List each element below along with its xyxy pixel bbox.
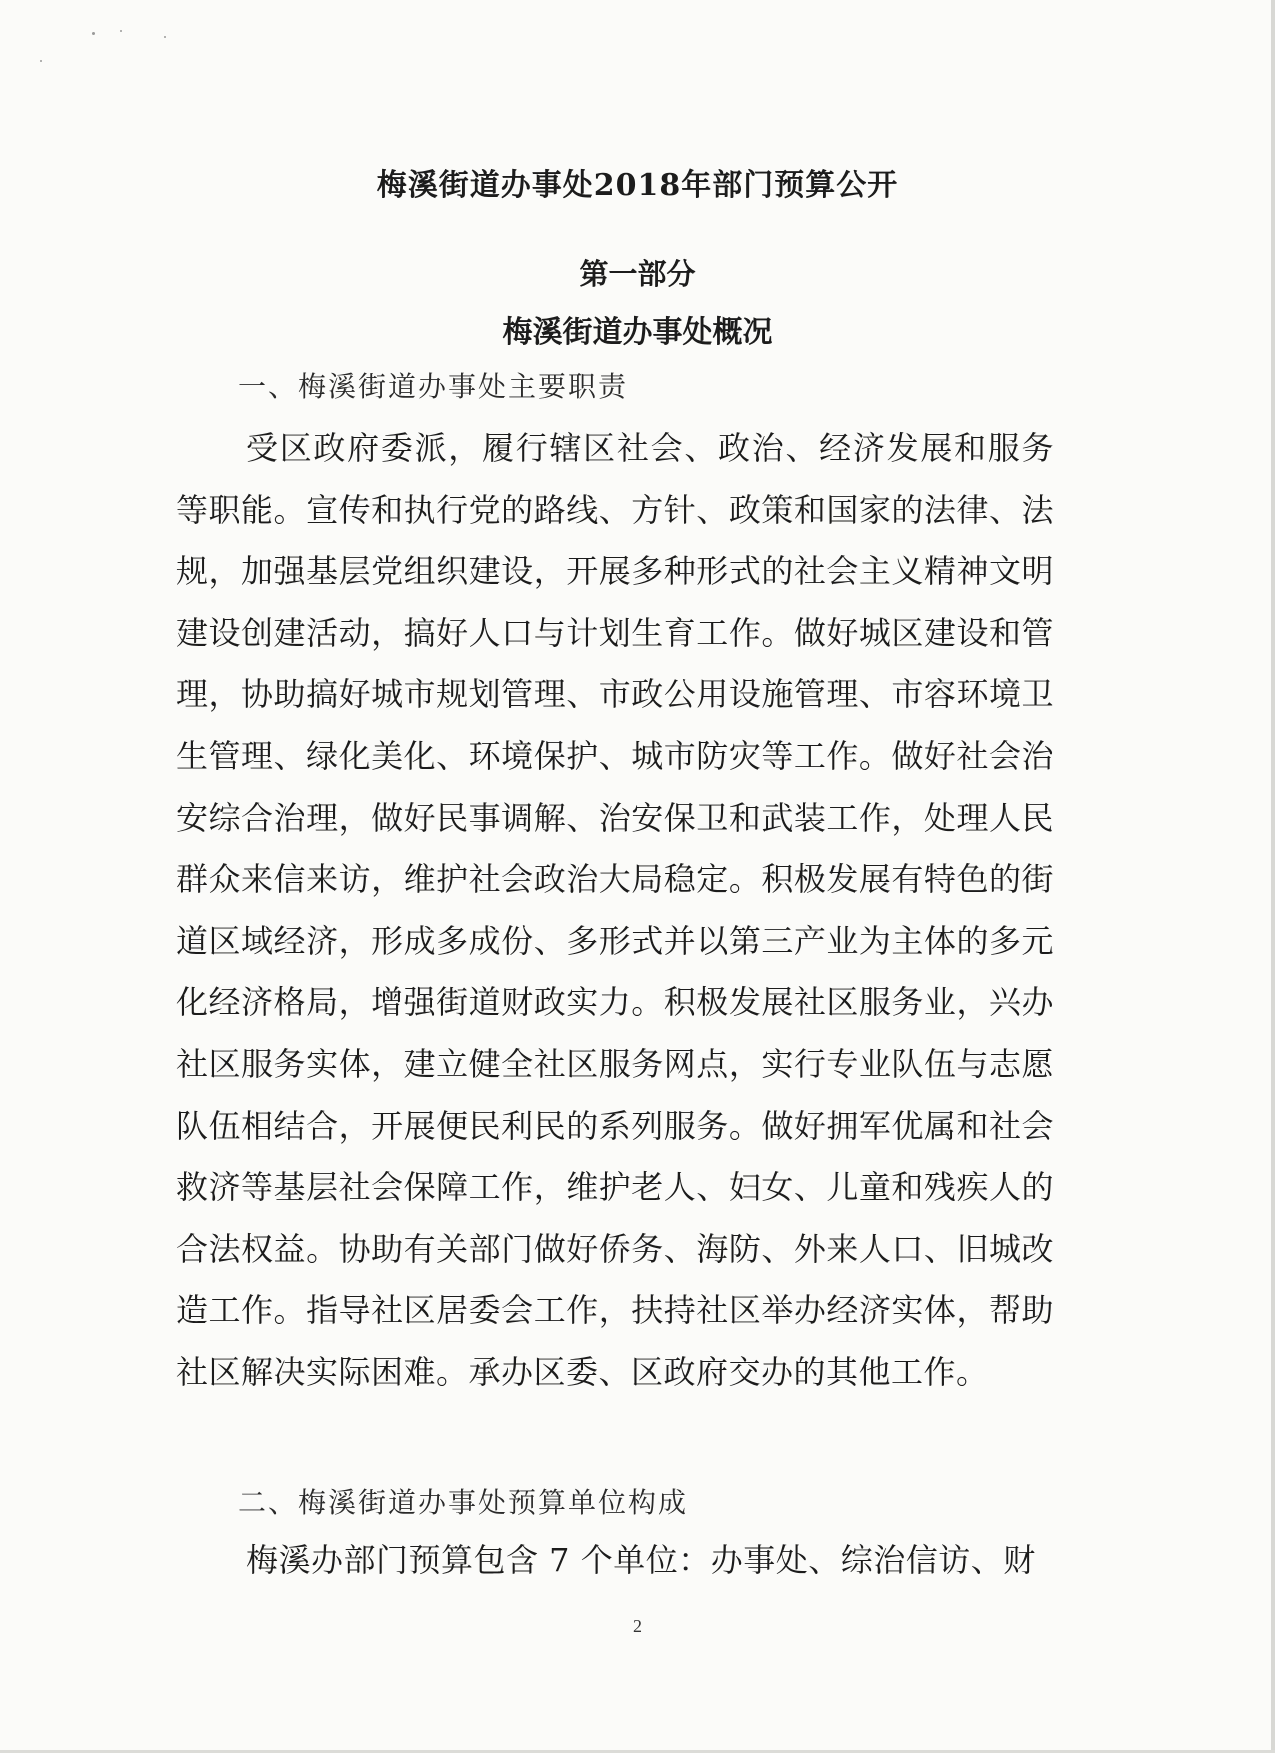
page-number: 2 — [633, 1616, 642, 1636]
overview-heading: 梅溪街道办事处概况 — [502, 315, 773, 350]
scan-speck — [40, 60, 42, 62]
section-body-duties: 受区政府委派，履行辖区社会、政治、经济发展和服务等职能。宣传和执行党的路线、方针、政策和国家的法律、法规，加强基层党组织建设，开展多种形式的社会主义精神文明建设创建活动，搞好人口与计划生育工作。做好城区建设和管理，协助搞好城市规划管理、市政公用设施管理、市容环境卫生管理、绿化美化、环境保护、城市防灾等工作。做好社会治安综合治理，做好民事调解、治安保卫和武装工作，处理人民群众来信来访，维护社会政治大局稳定。积极发展有特色的街道区域经济，形成多成份、多形式并以第三产业为主体的多元化经济格局，增强街道财政实力。积极发展社区服务业，兴办社区服务实体，建立健全社区服务网点，实行专业队伍与志愿队伍相结合，开展便民利民的系列服务。做好拥军优属和社会救济等基层社会保障工作，维护老人、妇女、儿童和残疾人的合法权益。协助有关部门做好侨务、海防、外来人口、旧城改造工作。指导社区居委会工作，扶持社区举办经济实体，帮助社区解决实际困难。承办区委、区政府交办的其他工作。 — [176, 429, 1054, 1391]
scan-speck — [120, 30, 122, 32]
scan-speck — [164, 36, 166, 38]
section-heading-duties: 一、梅溪街道办事处主要职责 — [238, 370, 629, 403]
section-body-budget-units: 梅溪办部门预算包含 7 个单位：办事处、综治信访、财 — [246, 1541, 1036, 1579]
part-heading: 第一部分 — [579, 257, 696, 291]
scan-speck — [92, 32, 95, 35]
document-title: 梅溪街道办事处2018年部门预算公开 — [376, 168, 899, 203]
section-heading-budget-units: 二、梅溪街道办事处预算单位构成 — [238, 1486, 689, 1519]
